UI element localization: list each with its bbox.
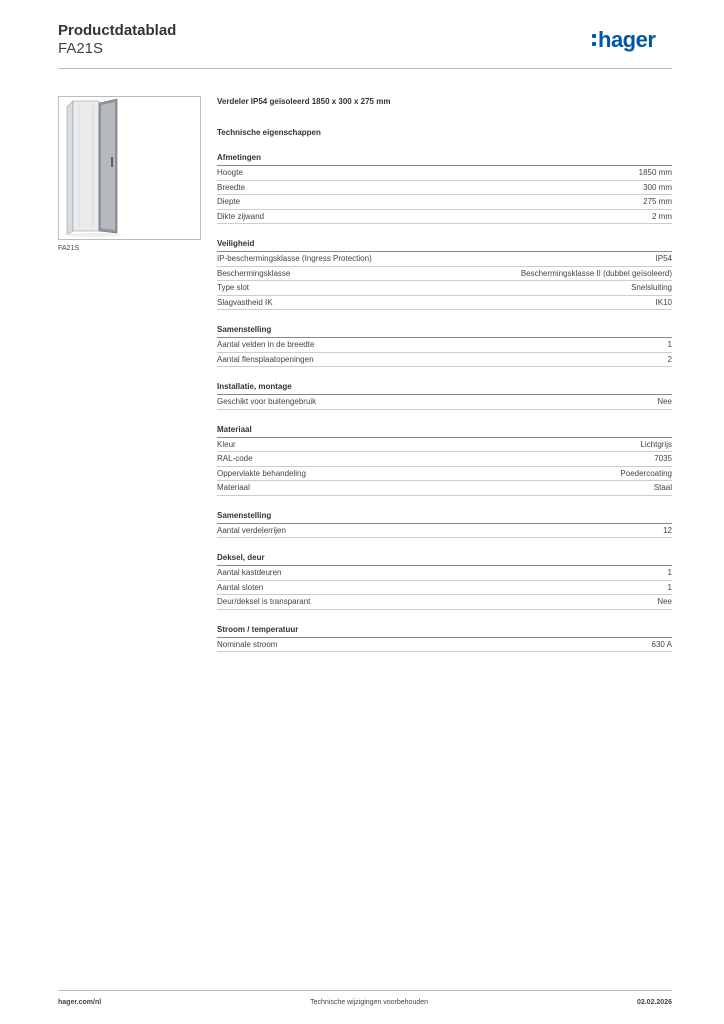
property-section bbox=[217, 511, 672, 539]
section-title: Materiaal bbox=[217, 425, 672, 438]
property-section bbox=[217, 625, 672, 653]
property-label: RAL-code bbox=[217, 454, 253, 463]
property-label: Geschikt voor buitengebruik bbox=[217, 397, 317, 406]
product-description: Verdeler IP54 geïsoleerd 1850 x 300 x 275 mm bbox=[217, 97, 391, 106]
property-row bbox=[217, 395, 672, 410]
section-title: Deksel, deur bbox=[217, 553, 672, 566]
property-label: Nominale stroom bbox=[217, 639, 278, 649]
property-value: 12 bbox=[663, 525, 672, 535]
property-section bbox=[217, 553, 672, 610]
property-label: Diepte bbox=[217, 197, 241, 206]
footer-disclaimer: Technische wijzigingen voorbehouden bbox=[310, 999, 429, 1006]
footer-website: hager.com/nl bbox=[58, 999, 102, 1006]
hager-logo bbox=[592, 28, 655, 52]
property-row bbox=[217, 210, 672, 225]
property-value: IK10 bbox=[655, 297, 672, 307]
property-label: Breedte bbox=[217, 182, 246, 192]
property-row bbox=[217, 296, 672, 311]
property-row bbox=[217, 595, 672, 610]
property-row bbox=[217, 524, 672, 539]
property-value: Staal bbox=[653, 483, 672, 492]
page-footer bbox=[58, 999, 672, 1006]
property-value: 1 bbox=[667, 568, 672, 577]
property-section bbox=[217, 425, 672, 496]
document-title: Productdatablad bbox=[58, 22, 177, 39]
property-label: Dikte zijwand bbox=[217, 211, 265, 221]
footer-divider bbox=[58, 990, 672, 991]
property-label: Aantal kastdeuren bbox=[217, 568, 282, 577]
property-label: Type slot bbox=[217, 283, 250, 292]
property-sections bbox=[217, 153, 672, 652]
property-row bbox=[217, 166, 672, 181]
property-label: Oppervlakte behandeling bbox=[217, 468, 306, 478]
property-label: Aantal verdelerrijen bbox=[217, 525, 286, 535]
property-value: 300 mm bbox=[643, 182, 672, 192]
property-row bbox=[217, 353, 672, 368]
property-value: Snelsluiting bbox=[631, 283, 672, 292]
property-label: Deur/deksel is transparant bbox=[217, 597, 311, 606]
section-title: Stroom / temperatuur bbox=[217, 625, 672, 638]
property-row bbox=[217, 281, 672, 296]
property-row bbox=[217, 195, 672, 210]
property-label: Kleur bbox=[217, 439, 236, 449]
technical-properties-heading: Technische eigenschappen bbox=[217, 128, 321, 137]
property-row bbox=[217, 581, 672, 596]
enclosure-illustration-icon bbox=[59, 97, 200, 239]
property-value: 1 bbox=[667, 582, 672, 592]
section-title: Installatie, montage bbox=[217, 382, 672, 395]
property-value: Poedercoating bbox=[620, 468, 672, 478]
property-section bbox=[217, 325, 672, 367]
property-value: 2 bbox=[667, 354, 672, 364]
property-row bbox=[217, 566, 672, 581]
logo-dots-icon bbox=[592, 34, 596, 46]
property-section bbox=[217, 153, 672, 224]
property-row bbox=[217, 438, 672, 453]
section-title: Samenstelling bbox=[217, 511, 672, 524]
property-row bbox=[217, 467, 672, 482]
image-caption: FA21S bbox=[58, 245, 80, 252]
property-value: 7035 bbox=[654, 454, 672, 463]
property-label: Hoogte bbox=[217, 168, 243, 177]
property-value: IP54 bbox=[655, 254, 672, 263]
property-row bbox=[217, 481, 672, 496]
property-row bbox=[217, 638, 672, 653]
property-value: 1 bbox=[667, 340, 672, 349]
property-section bbox=[217, 239, 672, 310]
property-value: Lichtgrijs bbox=[640, 439, 672, 449]
section-title: Afmetingen bbox=[217, 153, 672, 166]
property-row bbox=[217, 252, 672, 267]
property-label: Beschermingsklasse bbox=[217, 268, 291, 278]
property-value: 2 mm bbox=[652, 211, 672, 221]
header-divider bbox=[58, 68, 672, 69]
property-label: Slagvastheid IK bbox=[217, 297, 273, 307]
property-row bbox=[217, 452, 672, 467]
product-code: FA21S bbox=[58, 40, 104, 57]
property-row bbox=[217, 181, 672, 196]
property-value: 1850 mm bbox=[638, 168, 672, 177]
property-row bbox=[217, 338, 672, 353]
document-header bbox=[58, 22, 176, 58]
footer-date: 02.02.2026 bbox=[636, 999, 672, 1006]
property-section bbox=[217, 382, 672, 410]
section-title: Samenstelling bbox=[217, 325, 672, 338]
property-value: Beschermingsklasse II (dubbel geïsoleerd) bbox=[520, 268, 672, 278]
property-label: IP-beschermingsklasse (Ingress Protection) bbox=[217, 254, 372, 263]
property-row bbox=[217, 267, 672, 282]
logo-text: hager bbox=[598, 27, 656, 52]
property-label: Aantal velden in de breedte bbox=[217, 340, 315, 349]
property-label: Aantal sloten bbox=[217, 582, 264, 592]
property-value: Nee bbox=[657, 597, 672, 606]
datasheet-content bbox=[217, 97, 672, 652]
property-value: 630 A bbox=[651, 639, 672, 649]
property-label: Aantal flensplaatopeningen bbox=[217, 354, 314, 364]
product-image bbox=[58, 96, 201, 240]
property-label: Materiaal bbox=[217, 483, 250, 492]
section-title: Veiligheid bbox=[217, 239, 672, 252]
property-value: 275 mm bbox=[643, 197, 672, 206]
property-value: Nee bbox=[657, 397, 672, 406]
